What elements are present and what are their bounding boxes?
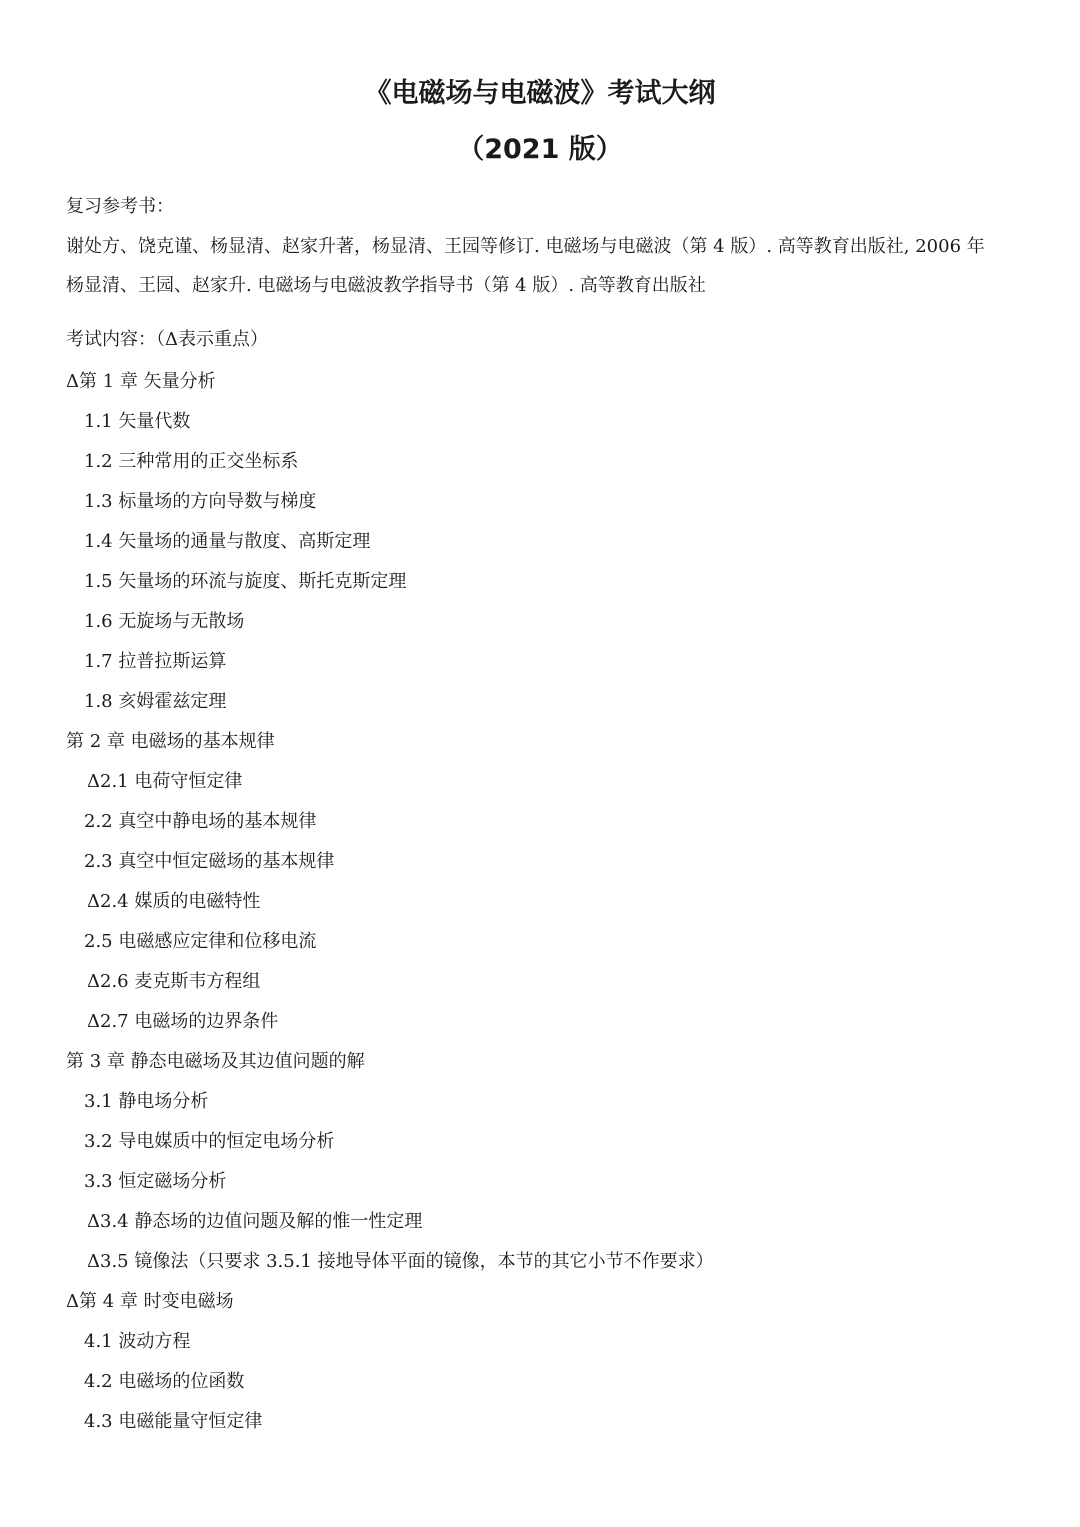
section-item: 2.5 电磁感应定律和位移电流 (84, 931, 317, 952)
section-item: 1.5 矢量场的环流与旋度、斯托克斯定理 (84, 571, 407, 592)
section-item: 4.3 电磁能量守恒定律 (84, 1411, 263, 1432)
section-item: 1.7 拉普拉斯运算 (84, 651, 227, 672)
section-item: 3.1 静电场分析 (84, 1091, 209, 1112)
section-item: 1.6 无旋场与无散场 (84, 611, 245, 632)
chapter-heading: Δ第 4 章 时变电磁场 (66, 1291, 234, 1312)
chapter-heading: 第 2 章 电磁场的基本规律 (66, 731, 275, 752)
reference-book-1: 谢处方、饶克谨、杨显清、赵家升著，杨显清、王园等修订. 电磁场与电磁波（第 4 版）. 高等教育出版社, 2006 年 (66, 236, 985, 257)
section-item: Δ3.4 静态场的边值问题及解的惟一性定理 (87, 1211, 423, 1232)
section-item: Δ3.5 镜像法（只要求 3.5.1 接地导体平面的镜像，本节的其它小节不作要求） (87, 1251, 714, 1272)
content-heading: 考试内容：（Δ表示重点） (66, 329, 268, 350)
section-item: 2.2 真空中静电场的基本规律 (84, 811, 317, 832)
section-item: Δ2.1 电荷守恒定律 (87, 771, 243, 792)
section-item: 3.3 恒定磁场分析 (84, 1171, 227, 1192)
section-item: Δ2.7 电磁场的边界条件 (87, 1011, 279, 1032)
section-item: 1.2 三种常用的正交坐标系 (84, 451, 299, 472)
section-item: 1.8 亥姆霍兹定理 (84, 691, 227, 712)
section-item: 4.2 电磁场的位函数 (84, 1371, 245, 1392)
section-item: 1.1 矢量代数 (84, 411, 191, 432)
section-item: 2.3 真空中恒定磁场的基本规律 (84, 851, 335, 872)
reference-book-2: 杨显清、王园、赵家升. 电磁场与电磁波教学指导书（第 4 版）. 高等教育出版社 (66, 275, 706, 296)
section-item: 3.2 导电媒质中的恒定电场分析 (84, 1131, 335, 1152)
document-edition: （2021 版） (457, 134, 623, 165)
section-item: 1.3 标量场的方向导数与梯度 (84, 491, 317, 512)
chapter-heading: 第 3 章 静态电磁场及其边值问题的解 (66, 1051, 365, 1072)
chapter-heading: Δ第 1 章 矢量分析 (66, 371, 216, 392)
section-item: Δ2.4 媒质的电磁特性 (87, 891, 261, 912)
section-item: 4.1 波动方程 (84, 1331, 191, 1352)
section-item: Δ2.6 麦克斯韦方程组 (87, 971, 261, 992)
document-title: 《电磁场与电磁波》考试大纲 (364, 78, 716, 109)
references-heading: 复习参考书： (66, 196, 174, 217)
section-item: 1.4 矢量场的通量与散度、高斯定理 (84, 531, 371, 552)
